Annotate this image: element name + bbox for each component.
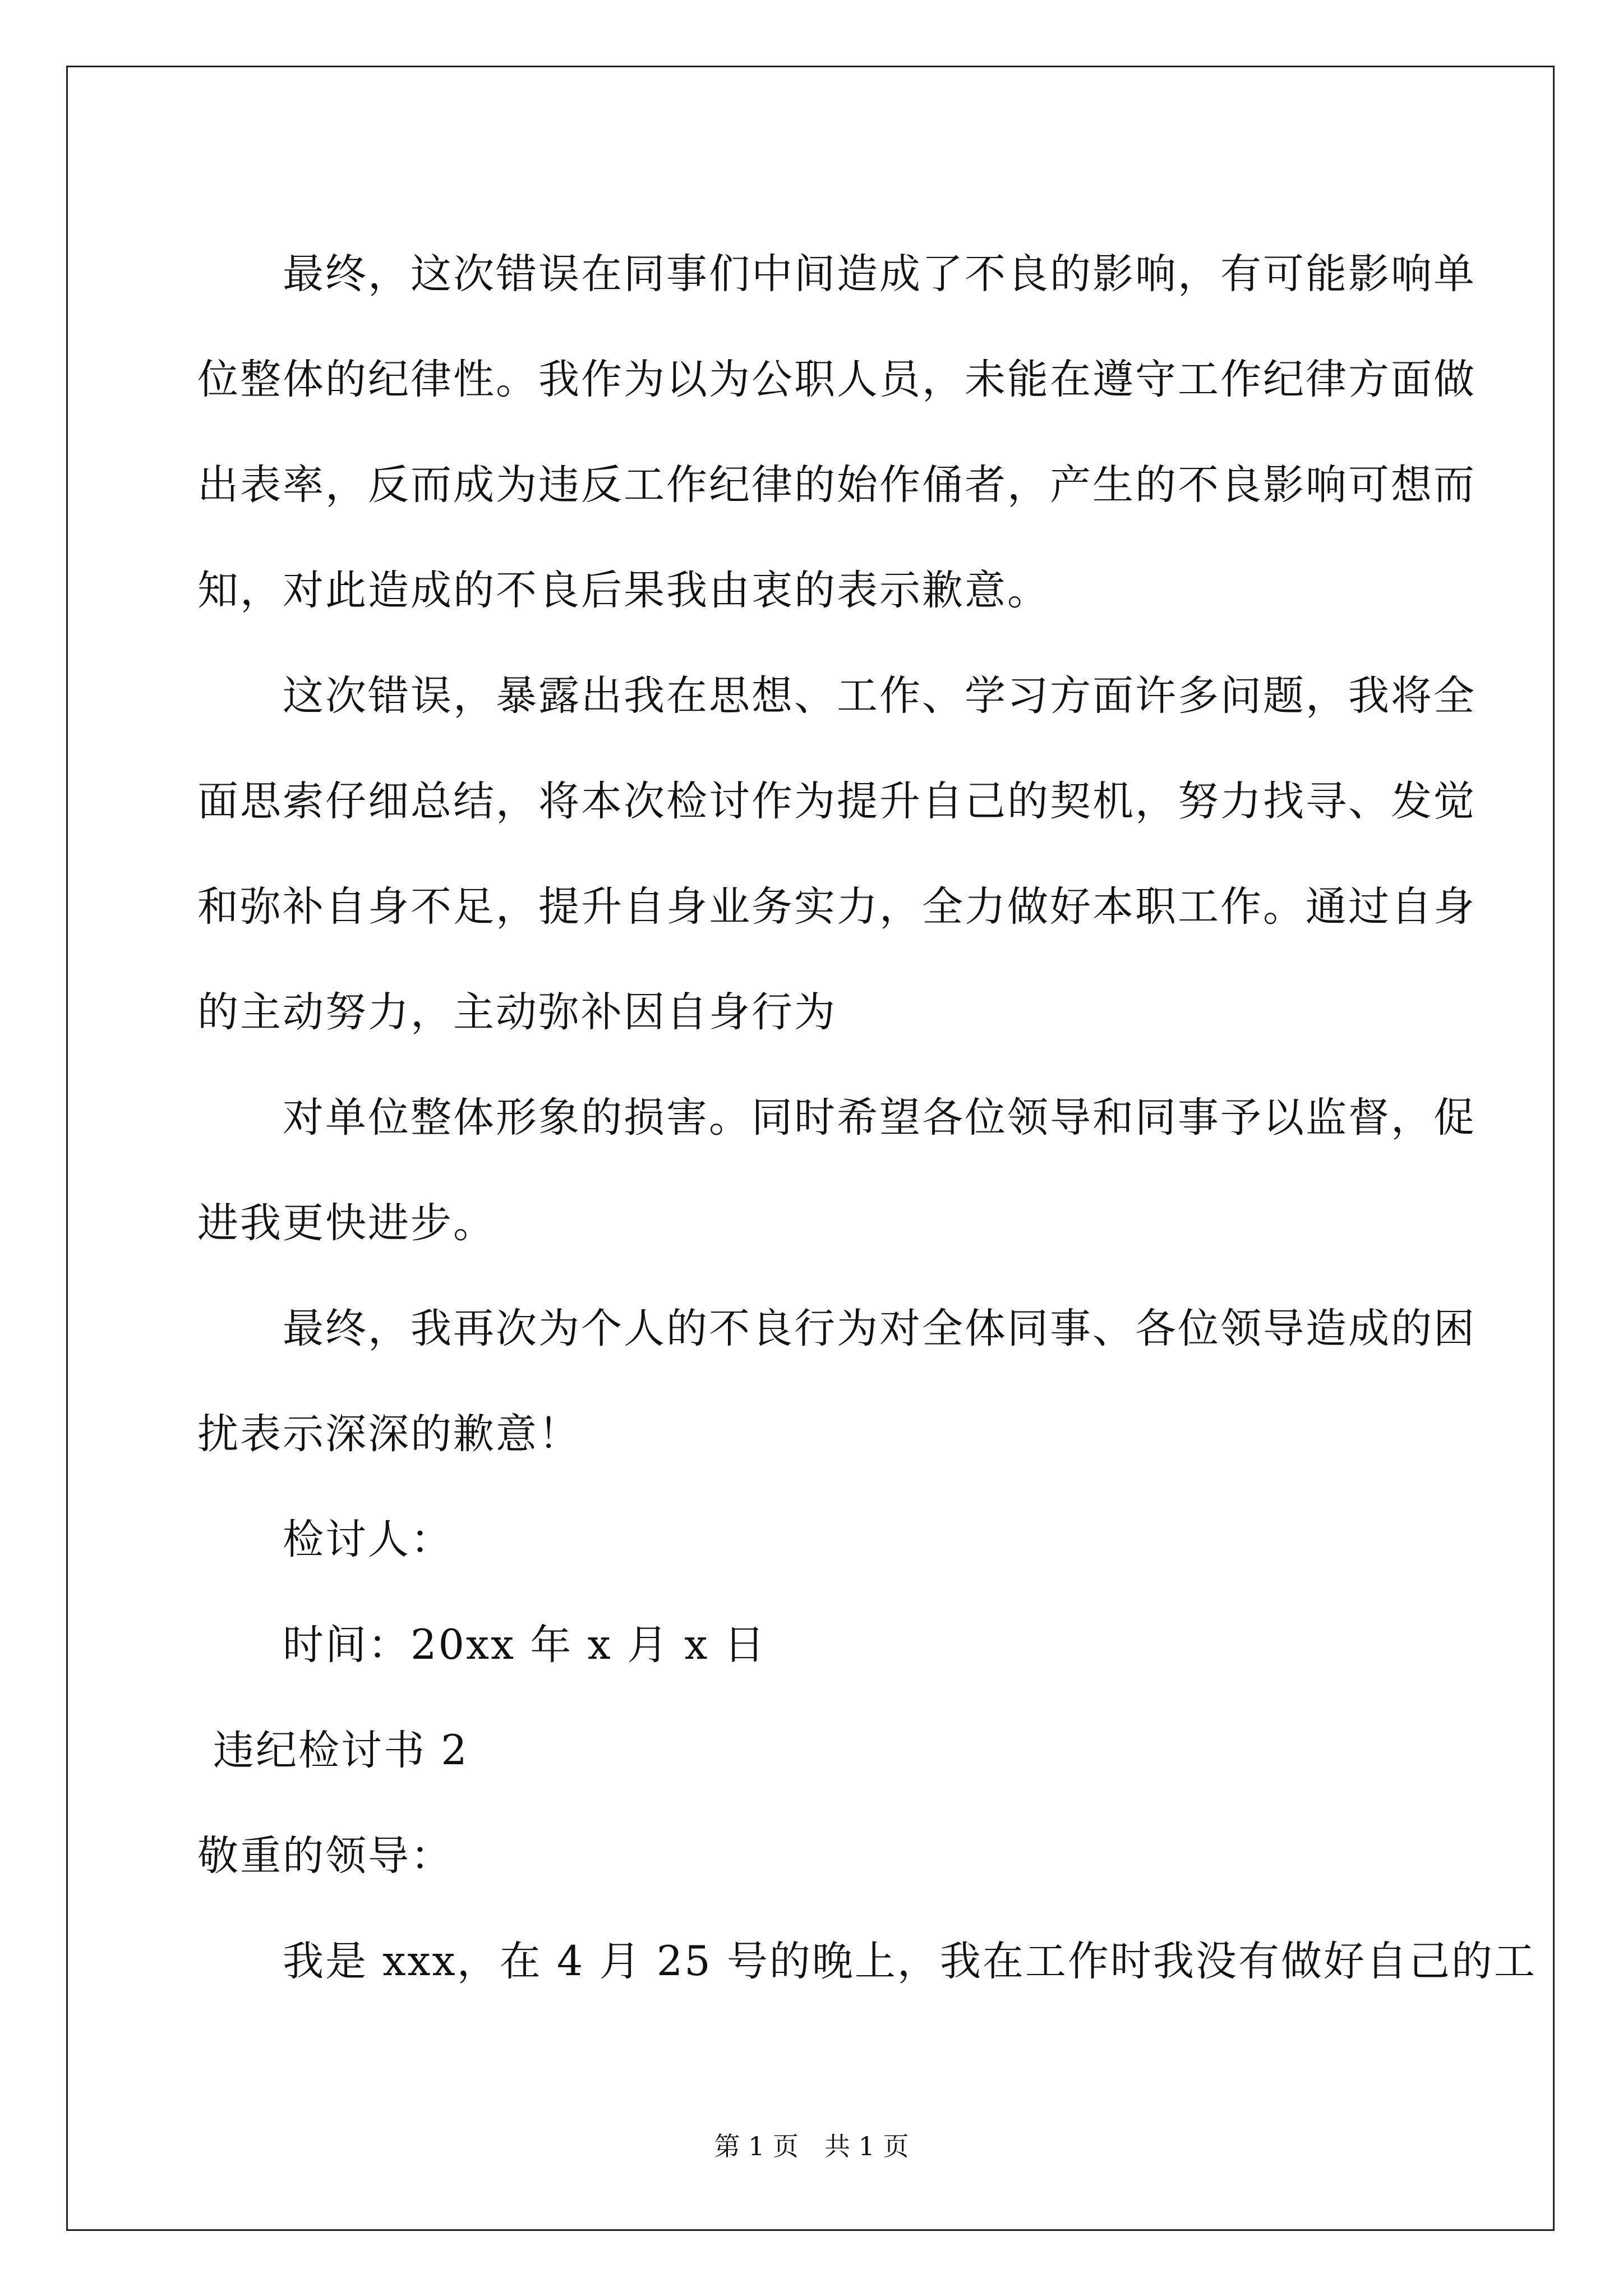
text-line: 这次错误，暴露出我在思想、工作、学习方面许多问题，我将全 (283, 672, 1476, 720)
salutation: 敬重的领导： (197, 1832, 453, 1880)
signature-label: 检讨人： (283, 1516, 453, 1563)
text-line: 我是 xxx，在 4 月 25 号的晚上，我在工作时我没有做好自己的工 (283, 1938, 1537, 1985)
text-line: 最终，这次错误在同事们中间造成了不良的影响，有可能影响单 (283, 250, 1476, 298)
date-line: 时间：20xx 年 x 月 x 日 (283, 1621, 767, 1669)
text-line: 知，对此造成的不良后果我由衷的表示歉意。 (197, 567, 1050, 614)
document-body (197, 222, 1537, 2014)
page-number: 第 1 页 共 1 页 (714, 2131, 909, 2161)
text-line: 的主动努力，主动弥补因自身行为 (197, 988, 837, 1036)
text-line: 出表率，反而成为违反工作纪律的始作俑者，产生的不良影响可想而 (197, 461, 1476, 509)
section-title: 违纪检讨书 2 (213, 1727, 469, 1774)
text-line: 扰表示深深的歉意！ (197, 1410, 581, 1458)
text-line: 对单位整体形象的损害。同时希望各位领导和同事予以监督，促 (283, 1094, 1476, 1142)
text-line: 和弥补自身不足，提升自身业务实力，全力做好本职工作。通过自身 (197, 883, 1476, 931)
text-line: 最终，我再次为个人的不良行为对全体同事、各位领导造成的困 (283, 1305, 1476, 1352)
text-line: 位整体的纪律性。我作为以为公职人员，未能在遵守工作纪律方面做 (197, 356, 1476, 403)
text-line: 面思索仔细总结，将本次检讨作为提升自己的契机，努力找寻、发觉 (197, 777, 1476, 825)
text-line: 进我更快进步。 (197, 1199, 496, 1247)
